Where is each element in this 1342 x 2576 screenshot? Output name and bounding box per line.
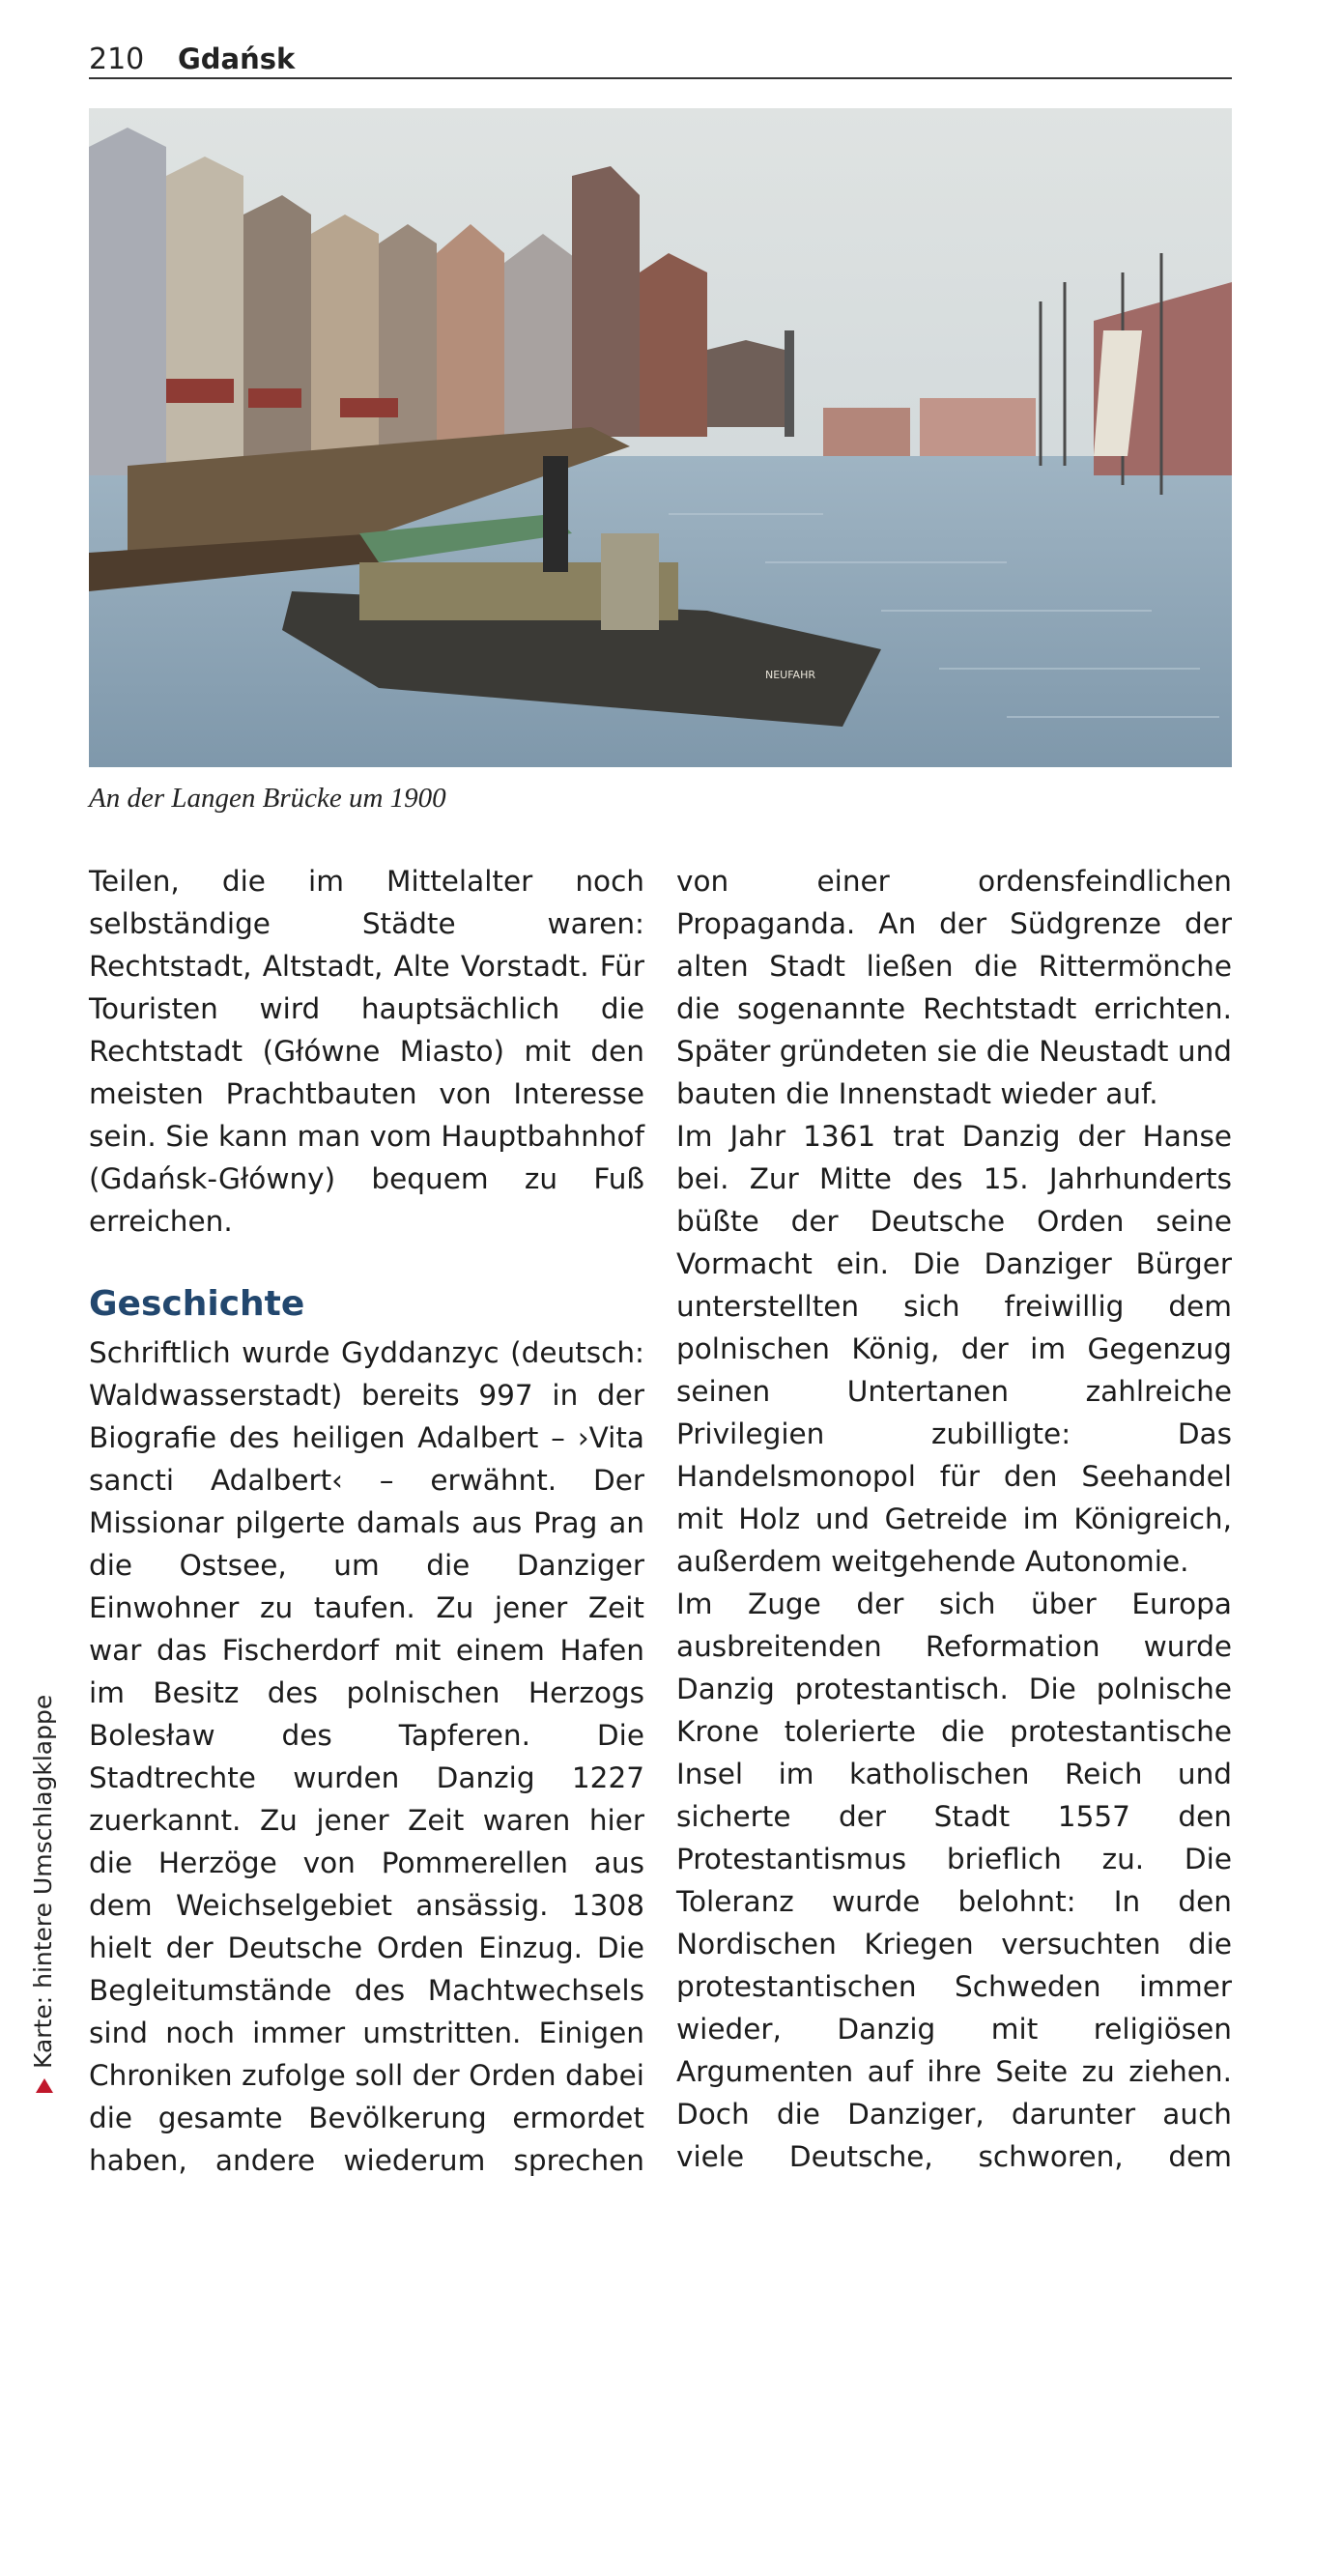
map-reference-label: Karte: hintere Umschlagklappe (29, 1694, 57, 2069)
text-column-left (89, 860, 644, 2182)
paragraph: Teilen, die im Mittelalter noch selbständige Städte waren: Rechtstadt, Altstadt, Alte Vorstadt. Für Touristen wird hauptsächlich die Rechtstadt (Główne Miasto) mit den meisten Prachtbauten von Interesse sein. Sie kann man vom Hauptbahnhof (Gdańsk-Główny) bequem zu Fuß erreichen. (89, 865, 644, 1238)
paragraph: Schriftlich wurde Gyddanzyc (deutsch: Waldwasserstadt) bereits 997 in der Biografie des heiligen Adalbert – ›Vita sancti Adalbert‹ – erwähnt. Der Missionar pilgerte damals aus Prag an die Ostsee, um die Danziger Einwohner zu taufen. Zu jener Zeit war das Fischerdorf mit einem Hafen im Besitz des polnischen Herzogs Bolesław des Tapferen. Die Stadtrechte wurden Danzig 1227 zuerkannt. Zu jener Zeit waren hier die Herzöge von Pommerellen aus dem Weichselgebiet ansässig. 1308 hielt der Deutsche Orden Einzug. Die Begleitumstände des Machtwechsels sind noch immer umstritten. Einigen Chroniken zufolge soll der Orden dabei die gesamte Bevölkerung ermordet haben, andere wiederum sprechen (89, 1336, 644, 2177)
paragraph: Im Jahr 1361 trat Danzig der Hanse bei. Zur Mitte des 15. Jahrhunderts büßte der Deutsche Orden seine Vormacht ein. Die Danziger Bürger unterstellten sich freiwillig dem polnischen König, der im Gegenzug seinen Untertanen zahlreiche Privilegien zubilligte: Das Handelsmonopol für den Seehandel mit Holz und Getreide im Königreich, außerdem weitgehende Autonomie. (676, 1120, 1232, 1578)
paragraph: Im Zuge der sich über Europa ausbreitenden Reformation wurde Danzig protestantisch. Die polnische Krone tolerierte die protestantische Insel im katholischen Reich und sicherte der Stadt 1557 den Protestantismus brieflich zu. Die Toleranz wurde belohnt: In den Nordischen Kriegen versuchten die protestantischen Schweden immer wieder, Danzig mit religiösen Argumenten auf ihre Seite zu ziehen. Doch die Danziger, darunter auch viele Deutsche, schworen, dem (676, 1588, 1232, 2173)
running-header (89, 39, 1232, 79)
map-reference-tab (29, 1694, 68, 2576)
section-heading: Geschichte (89, 1284, 305, 1324)
triangle-arrow-icon (36, 2078, 53, 2093)
boat-name: NEUFAHR (765, 669, 815, 681)
paragraph: von einer ordensfeindlichen Propaganda. An der Südgrenze der alten Stadt ließen die Rittermönche die sogenannte Rechtstadt errichten. Später gründeten sie die Neustadt und bauten die Innenstadt wieder auf. (676, 865, 1232, 1110)
chapter-title: Gdańsk (178, 43, 296, 75)
page-number: 210 (89, 43, 145, 76)
photo-caption: An der Langen Brücke um 1900 (89, 783, 446, 814)
harbor-photo (89, 108, 1232, 767)
text-column-right (676, 860, 1232, 2178)
